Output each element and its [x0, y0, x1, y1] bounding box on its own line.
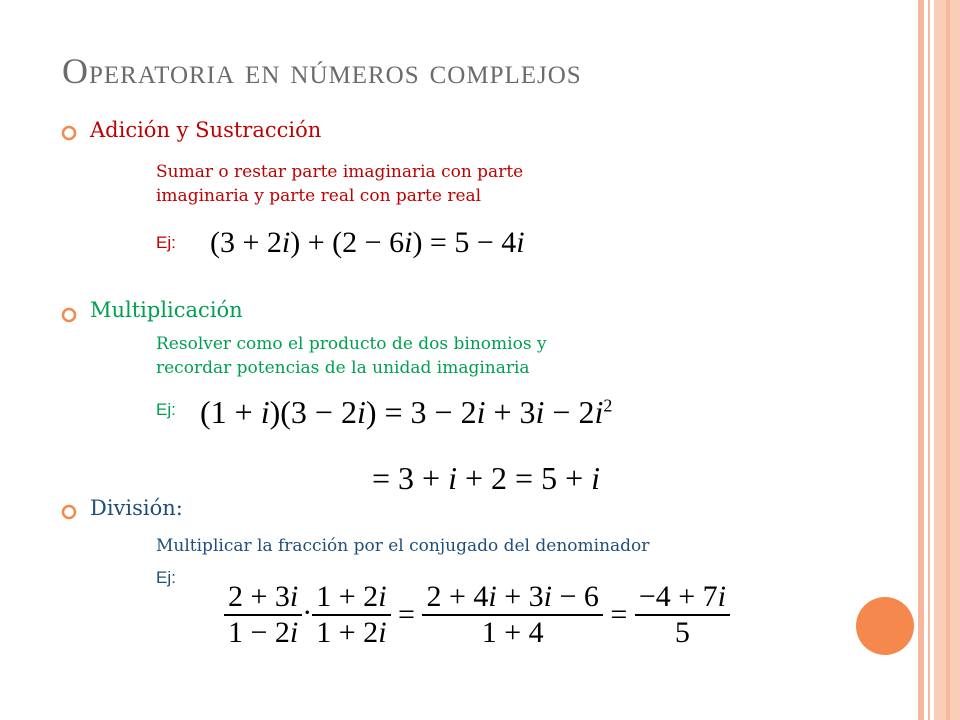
section-description: Sumar o restar parte imaginaria con parte imaginaria y parte real con parte real [156, 162, 524, 206]
example-label: Ej: [156, 233, 176, 252]
slide-title: Operatoria en números complejos [62, 51, 582, 91]
ring-bullet-icon [60, 124, 78, 142]
fraction: $\frac{2 + 3i}{1 - 2i}$ [224, 580, 302, 650]
multiplication-formula-1: $(1 + i)(3 - 2i) = 3 - 2i + 3i - 2i^2$ [200, 394, 613, 430]
section-description: Resolver como el producto de dos binomios y recordar potencias de la unidad imaginaria [156, 334, 547, 378]
example-label: Ej: [156, 400, 176, 419]
decorative-stripe [918, 0, 924, 720]
section-heading-division: División: [90, 496, 183, 520]
multiplication-formula-2: = 3 + i + 2 = 5 + i [372, 460, 601, 496]
decorative-stripe [946, 0, 950, 720]
ring-bullet-icon [60, 306, 78, 324]
division-formula: $\frac{2 + 3i}{1 - 2i}$ · $\frac{1 + 2i}{1 + 2i}$ = $\frac{2 + 4i + 3i - 6}{1 + 4}$ = $\frac{-4 + 7i}{5}$ [224, 580, 730, 650]
section-heading-multiplication: Multiplicación [90, 298, 243, 322]
example-label: Ej: [156, 568, 176, 587]
ring-bullet-icon [60, 503, 78, 521]
decorative-stripe [928, 0, 930, 720]
fraction: $\frac{-4 + 7i}{5}$ [635, 580, 730, 650]
fraction: $\frac{2 + 4i + 3i - 6}{1 + 4}$ [422, 580, 602, 650]
addition-formula: (3 + 2i) + (2 − 6i) = 5 − 4i [210, 226, 525, 259]
section-heading-addition: Adición y Sustracción [90, 118, 322, 142]
decorative-circle [856, 597, 914, 655]
section-description: Multiplicar la fracción por el conjugado del denominador [156, 536, 650, 556]
fraction: $\frac{1 + 2i}{1 + 2i}$ [312, 580, 390, 650]
